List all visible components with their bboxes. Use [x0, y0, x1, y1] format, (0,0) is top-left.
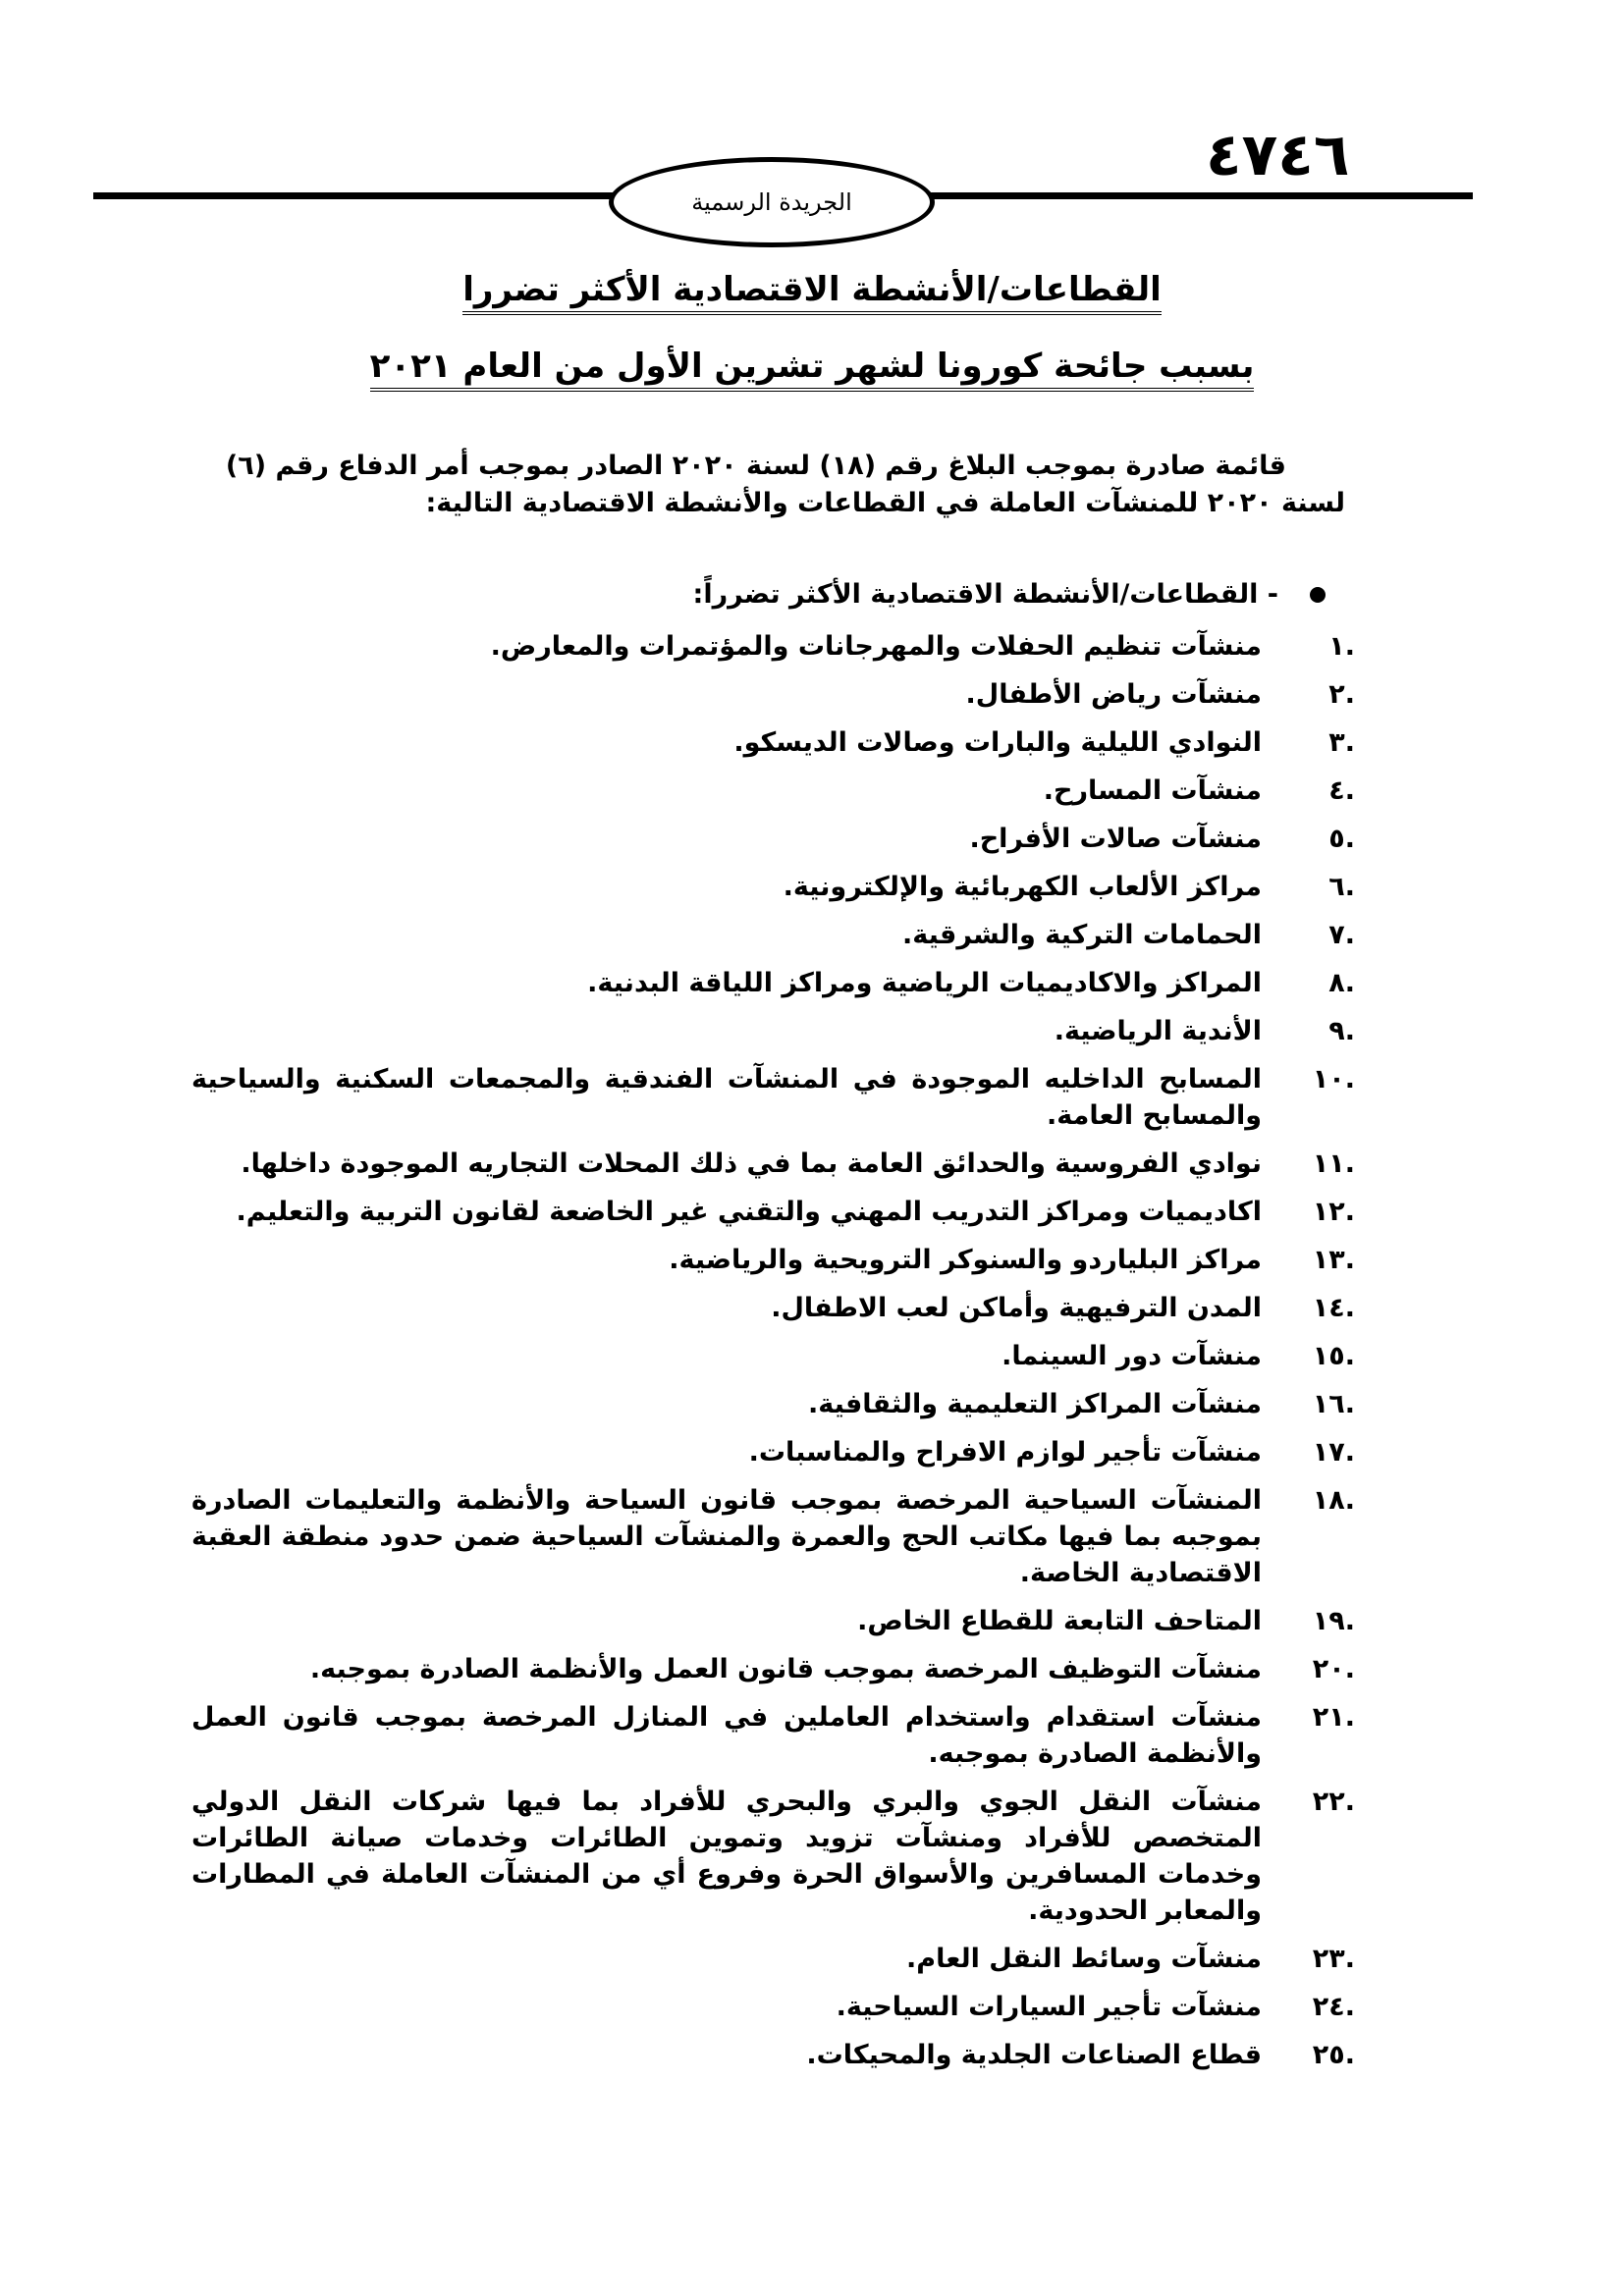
section-heading-text: - القطاعات/الأنشطة الاقتصادية الأكثر تضرراً:	[692, 579, 1278, 610]
item-number: .٥	[1328, 824, 1355, 854]
item-number: .٨	[1328, 968, 1355, 998]
list-item	[191, 917, 1355, 953]
item-number: .١٥	[1312, 1341, 1355, 1371]
list-item	[191, 869, 1355, 905]
item-text: منشآت تأجير لوازم الافراح والمناسبات.	[748, 1437, 1262, 1468]
item-number: .٧	[1328, 920, 1355, 950]
item-number: .٤	[1328, 775, 1355, 806]
item-number: .٢	[1328, 679, 1355, 710]
list-item	[191, 821, 1355, 857]
item-text: منشآت رياض الأطفال.	[965, 679, 1262, 710]
intro-line-2: لسنة ٢٠٢٠ للمنشآت العاملة في القطاعات والأنشطة الاقتصادية التالية:	[425, 488, 1345, 518]
item-number: .١٤	[1312, 1293, 1355, 1323]
item-text: منشآت صالات الأفراح.	[969, 824, 1262, 854]
item-text: منشآت النقل الجوي والبري والبحري للأفراد بما فيها شركات النقل الدولي المتخصص للأفراد ومنشآت تزويد وتموين الطائرات وخدمات صيانة الطائرات وخدمات المسافرين والأسواق الحرة وفروع أي من المنشآت العاملة في المطارات والمعابر الحدودية.	[191, 1787, 1262, 1926]
item-text: منشآت المسارح.	[1043, 775, 1262, 806]
list-item	[191, 1338, 1355, 1374]
list-item	[191, 676, 1355, 713]
list-item	[191, 1603, 1355, 1639]
item-text: منشآت تنظيم الحفلات والمهرجانات والمؤتمرات والمعارض.	[490, 631, 1262, 662]
item-text: المدن الترفيهية وأماكن لعب الاطفال.	[771, 1293, 1262, 1323]
item-text: منشآت تأجير السيارات السياحية.	[836, 1992, 1262, 2022]
item-number: .٢٠	[1312, 1654, 1355, 1684]
list-item	[191, 1290, 1355, 1326]
list-item	[191, 1146, 1355, 1182]
item-number: .٢٥	[1312, 2040, 1355, 2070]
item-text: نوادي الفروسية والحدائق العامة بما في ذلك المحلات التجاريه الموجودة داخلها.	[241, 1148, 1262, 1179]
item-number: .١٧	[1312, 1437, 1355, 1468]
title-line-1: القطاعات/الأنشطة الاقتصادية الأكثر تضررا	[462, 270, 1162, 315]
list-item	[191, 1989, 1355, 2025]
item-number: .٣	[1328, 727, 1355, 758]
item-number: .١٢	[1312, 1197, 1355, 1227]
item-text: منشآت وسائط النقل العام.	[906, 1944, 1262, 1974]
item-text: مراكز الألعاب الكهربائية والإلكترونية.	[783, 872, 1262, 902]
sectors-list	[191, 628, 1355, 2085]
item-number: .٢٣	[1312, 1944, 1355, 1974]
item-number: .٦	[1328, 872, 1355, 902]
item-text: المنشآت السياحية المرخصة بموجب قانون السياحة والأنظمة والتعليمات الصادرة بموجبه بما فيها مكاتب الحج والعمرة والمنشآت السياحية ضمن حدود منطقة العقبة الاقتصادية الخاصة.	[191, 1485, 1262, 1588]
item-text: المتاحف التابعة للقطاع الخاص.	[857, 1606, 1262, 1636]
list-item	[191, 965, 1355, 1001]
item-number: .١٣	[1312, 1245, 1355, 1275]
item-text: الحمامات التركية والشرقية.	[902, 920, 1262, 950]
item-number: .٢٢	[1312, 1787, 1355, 1817]
list-item	[191, 628, 1355, 665]
item-number: .١١	[1312, 1148, 1355, 1179]
item-text: اكاديميات ومراكز التدريب المهني والتقني غير الخاضعة لقانون التربية والتعليم.	[236, 1197, 1262, 1227]
section-heading	[196, 579, 1326, 610]
page-title	[0, 270, 1624, 309]
bullet-icon	[1310, 587, 1326, 603]
gazette-label: الجريدة الرسمية	[691, 188, 852, 216]
list-item	[191, 1386, 1355, 1422]
list-item	[191, 1061, 1355, 1134]
item-text: النوادي الليلية والبارات وصالات الديسكو.	[733, 727, 1262, 758]
list-item	[191, 1242, 1355, 1278]
intro-paragraph	[196, 448, 1345, 522]
list-item	[191, 1194, 1355, 1230]
item-number: .٢١	[1312, 1702, 1355, 1733]
list-item	[191, 2037, 1355, 2073]
item-text: منشآت المراكز التعليمية والثقافية.	[807, 1389, 1262, 1419]
item-text: قطاع الصناعات الجلدية والمحيكات.	[806, 2040, 1262, 2070]
item-text: منشآت التوظيف المرخصة بموجب قانون العمل والأنظمة الصادرة بموجبه.	[309, 1654, 1262, 1684]
item-number: .٢٤	[1312, 1992, 1355, 2022]
item-number: .١٠	[1312, 1064, 1355, 1095]
item-text: منشآت استقدام واستخدام العاملين في المنازل المرخصة بموجب قانون العمل والأنظمة الصادرة بموجبه.	[191, 1702, 1262, 1769]
item-text: المسابح الداخليه الموجودة في المنشآت الفندقية والمجمعات السكنية والسياحية والمسابح العامة.	[191, 1064, 1262, 1131]
page-subtitle	[0, 347, 1624, 386]
item-text: الأندية الرياضية.	[1054, 1016, 1262, 1046]
list-item	[191, 1941, 1355, 1977]
list-item	[191, 1784, 1355, 1929]
item-number: .١	[1328, 631, 1355, 662]
list-item	[191, 1482, 1355, 1591]
item-number: .١٩	[1312, 1606, 1355, 1636]
page-number: ٤٧٤٦	[1206, 121, 1350, 189]
list-item	[191, 1651, 1355, 1687]
item-number: .١٨	[1312, 1485, 1355, 1516]
item-text: المراكز والاكاديميات الرياضية ومراكز اللياقة البدنية.	[587, 968, 1262, 998]
list-item	[191, 1434, 1355, 1470]
gazette-emblem	[609, 157, 935, 247]
title-line-2: بسبب جائحة كورونا لشهر تشرين الأول من العام ٢٠٢١	[370, 347, 1255, 392]
list-item	[191, 724, 1355, 761]
item-text: مراكز البلياردو والسنوكر الترويحية والرياضية.	[669, 1245, 1262, 1275]
list-item	[191, 773, 1355, 809]
item-number: .٩	[1328, 1016, 1355, 1046]
list-item	[191, 1013, 1355, 1049]
list-item	[191, 1699, 1355, 1772]
intro-line-1: قائمة صادرة بموجب البلاغ رقم (١٨) لسنة ٢٠٢٠ الصادر بموجب أمر الدفاع رقم (٦)	[225, 451, 1286, 481]
item-number: .١٦	[1312, 1389, 1355, 1419]
item-text: منشآت دور السينما.	[1001, 1341, 1262, 1371]
